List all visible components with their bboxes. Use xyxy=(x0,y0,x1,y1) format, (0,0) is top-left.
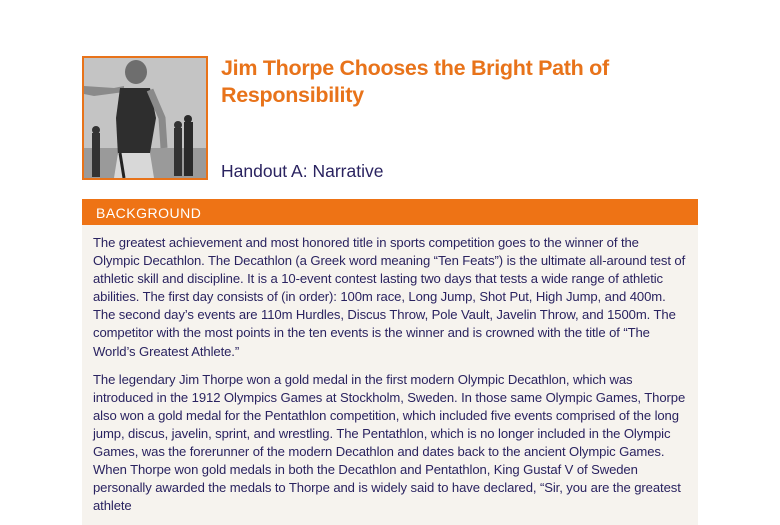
background-section-body xyxy=(82,225,698,525)
handout-subtitle: Handout A: Narrative xyxy=(221,161,384,181)
athlete-photo-illustration xyxy=(84,58,206,178)
jim-thorpe-photo xyxy=(82,56,208,180)
section-header-bar xyxy=(82,199,698,225)
page-title: Jim Thorpe Chooses the Bright Path of Responsibility xyxy=(221,56,609,107)
paragraph: The greatest achievement and most honored title in sports competition goes to the winner of the Olympic Decathlon. The Decathlon (a Greek word meaning “Ten Feats”) is the ultimate all-around test of athletic skill and discipline. It is a 10-event contest lasting two days that tests a wide range of athletic abilities. The first day consists of (in order): 100m race, Long Jump, Shot Put, High Jump, and 400m. The second day’s events are 110m Hurdles, Discus Throw, Pole Vault, Javelin Throw, and 1500m. The competitor with the most points in the ten events is the winner and is crowned with the title of “The World’s Greatest Athlete.” xyxy=(93,235,686,359)
paragraph: The legendary Jim Thorpe won a gold medal in the first modern Olympic Decathlon, which was introduced in the 1912 Olympics Games at Stockholm, Sweden. In those same Olympic Games, Thorpe also won a gold medal for the Pentathlon competition, which included five events comprised of the long jump, discus, javelin, sprint, and wrestling. The Pentathlon, which is no longer included in the Olympic Games, was the forerunner of the modern Decathlon and dates back to the ancient Olympic Games. When Thorpe won gold medals in both the Decathlon and Pentathlon, King Gustaf V of Sweden personally awarded the medals to Thorpe and is widely said to have declared, “Sir, you are the greatest athlete xyxy=(93,371,686,514)
section-label: BACKGROUND xyxy=(96,205,202,221)
